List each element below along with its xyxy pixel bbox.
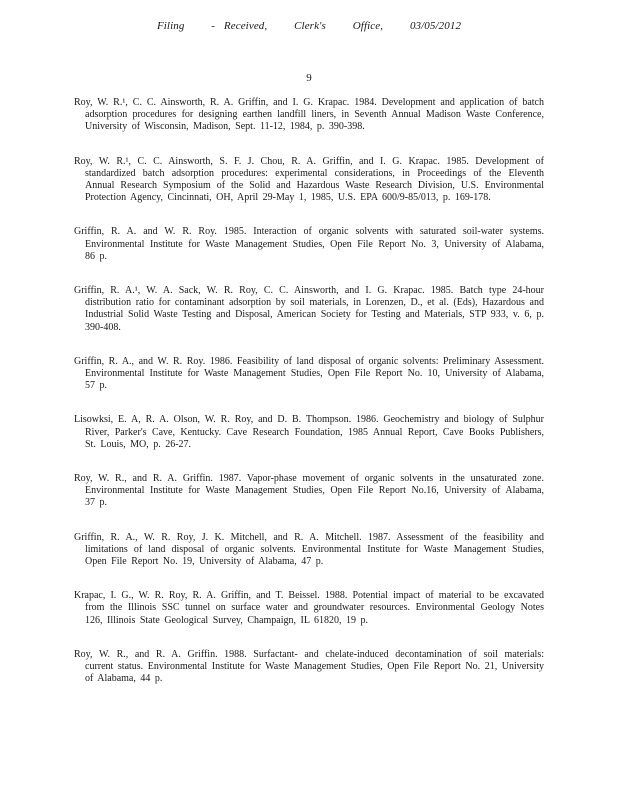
- received-label: - Received,: [211, 20, 268, 32]
- reference-entry: Roy, W. R.¹, C. C. Ainsworth, S. F. J. Chou, R. A. Griffin, and I. G. Krapac. 1985. Development of standardized batch adsorption procedures: experimental considerations, in Proceedings of the Eleventh Annual Research Symposium of the Solid and Hazardous Waste Research Division, U.S. Environmental Protection Agency, Cincinnati, OH, April 29-May 1, 1985, U.S. EPA 600/9-85/013, p. 169-178.: [74, 155, 544, 204]
- page-number: 9: [306, 72, 312, 84]
- reference-entry: Griffin, R. A.¹, W. A. Sack, W. R. Roy, C. C. Ainsworth, and I. G. Krapac. 1985. Batch type 24-hour distribution ratio for contaminant adsorption by soil materials, in Lorenzen, D., et al. (Eds), Hazardous and Industrial Solid Waste Testing and Disposal, American Society for Testing and Materials, STP 933, v. 6, p. 390-408.: [74, 285, 544, 333]
- reference-list: [74, 97, 544, 708]
- filing-label: Filing: [156, 20, 185, 32]
- reference-entry: Krapac, I. G., W. R. Roy, R. A. Griffin, and T. Beissel. 1988. Potential impact of material to be excavated from the Illinois SSC tunnel on surface water and groundwater resources. Environmental Geology Notes 126, Illinois State Geological Survey, Champaign, IL 61820, 19 p.: [74, 590, 544, 626]
- reference-entry: Griffin, R. A. and W. R. Roy. 1985. Interaction of organic solvents with saturated soil-water systems. Environmental Institute for Waste Management Studies, Open File Report No. 3, University of Alabama, 86 p.: [74, 226, 544, 262]
- filing-date: 03/05/2012: [409, 20, 462, 32]
- reference-entry: Lisowksi, E. A, R. A. Olson, W. R. Roy, and D. B. Thompson. 1986. Geochemistry and biology of Sulphur River, Parker's Cave, Kentucky. Cave Research Foundation, 1985 Annual Report, Cave Books Publishers, St. Louis, MO, p. 26-27.: [74, 414, 544, 450]
- clerk-label: Clerk's: [294, 20, 326, 32]
- filing-header: [0, 20, 618, 32]
- reference-entry: Griffin, R. A., and W. R. Roy. 1986. Feasibility of land disposal of organic solvents: Preliminary Assessment. Environmental Institute for Waste Management Studies, Open File Report No. 10, University of Alabama, 57 p.: [74, 355, 544, 392]
- reference-entry: Griffin, R. A., W. R. Roy, J. K. Mitchell, and R. A. Mitchell. 1987. Assessment of the feasibility and limitations of land disposal of organic solvents. Environmental Institute for Waste Management Studies, Open File Report No. 19, University of Alabama, 47 p.: [74, 531, 544, 568]
- reference-entry: Roy, W. R., and R. A. Griffin. 1988. Surfactant- and chelate-induced decontamination of soil materials: current status. Environmental Institute for Waste Management Studies, Open File Report No. 21, University of Alabama, 44 p.: [74, 648, 544, 685]
- reference-entry: Roy, W. R., and R. A. Griffin. 1987. Vapor-phase movement of organic solvents in the unsaturated zone. Environmental Institute for Waste Management Studies, Open File Report No.16, University of Alabama, 37 p.: [74, 473, 544, 509]
- reference-entry: Roy, W. R.¹, C. C. Ainsworth, R. A. Griffin, and I. G. Krapac. 1984. Development and application of batch adsorption procedures for designing earthen landfill liners, in Seventh Annual Madison Waste Conference, University of Wisconsin, Madison, Sept. 11-12, 1984, p. 390-398.: [74, 97, 544, 133]
- office-label: Office,: [352, 20, 384, 32]
